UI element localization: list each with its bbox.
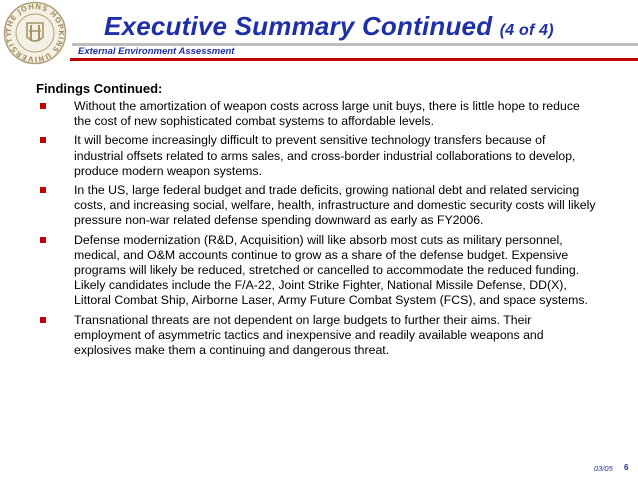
header-rule-red [70,58,638,61]
square-bullet-icon [40,103,46,109]
findings-heading: Findings Continued: [36,81,163,96]
list-item [36,183,596,229]
university-seal-icon [3,1,67,65]
title-part: (4 of 4) [499,22,554,39]
section-subtitle: External Environment Assessment [78,46,235,57]
square-bullet-icon [40,187,46,193]
square-bullet-icon [40,317,46,323]
bullet-text: In the US, large federal budget and trade deficits, growing national debt and related servicing costs, and increasing social, welfare, health, infrastructure and domestic security costs will likely pressure non-war related defense spending downward as early as FY2006. [74,183,596,228]
bullet-text: It will become increasingly difficult to prevent sensitive technology transfers because of industrial offsets related to arms sales, and cross-border industrial collaborations to develop, produce modern weapon systems. [74,133,576,178]
seal-lettering: THE JOHNS HOPKINS UNIVERSITY [3,1,67,65]
bullet-text: Without the amortization of weapon costs across large unit buys, there is little hope to reduce the cost of new sophisticated combat systems to affordable levels. [74,99,580,129]
bullet-text: Transnational threats are not dependent on large budgets to further their aims. Their employment of asymmetric tactics and inexpensive and readily available weapons and explosives make them a continuing and dangerous threat. [74,312,544,358]
page-number: 6 [624,463,629,472]
list-item [36,233,596,309]
list-item [36,313,596,359]
bullet-text: Defense modernization (R&D, Acquisition) will like absorb most cuts as military personnel, medical, and O&M accounts continue to grow as a share of the defense budget. Expensive programs will likely be reduced, stretched or cancelled to accommodate the reduced funding. Likely candidates include the F/A-22, Joint Strike Fighter, National Missile Defense, DD(X), Littoral Combat Ship, Airborne Laser, Army Future Combat System (FCS), and space systems. [74,232,588,308]
list-item [36,133,596,179]
footer-date: 03/05 [594,464,613,473]
title-text: Executive Summary Continued [104,11,493,41]
page-title [104,11,554,42]
square-bullet-icon [40,137,46,143]
square-bullet-icon [40,237,46,243]
list-item [36,99,596,129]
findings-list [36,99,596,362]
